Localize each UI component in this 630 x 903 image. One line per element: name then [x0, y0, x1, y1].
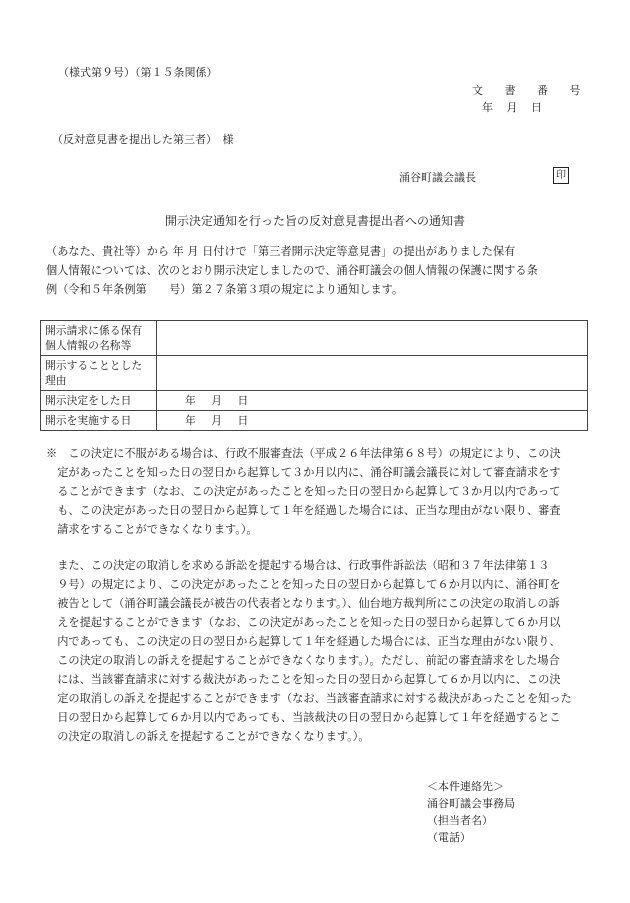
intro-line: （あなた、貴社等）から 年 月 日付けで「第三者開示決定等意見書」の提出がありました保有	[46, 245, 516, 258]
label-line: 個人情報の名称等	[45, 339, 132, 352]
label-line: 開示請求に係る保有	[45, 324, 143, 337]
note-line: 被告として（涌谷町議会議長が被告の代表者となります。）、仙台地方裁判所にこの決定の取消しの訴	[46, 597, 560, 610]
document-title: 開示決定通知を行った旨の反対意見書提出者への通知書	[164, 214, 465, 228]
note-line: 定の取消しの訴えを提起することができます（なお、当該審査請求に対する裁決があったことを知った	[46, 692, 572, 705]
table-row	[41, 356, 588, 391]
document-date: 年 月 日	[482, 101, 542, 114]
note-line: ※ この決定に不服がある場合は、行政不服審査法（平成２６年法律第６８号）の規定により、この決	[46, 447, 561, 460]
contact-person: （担当者名）	[427, 814, 493, 827]
contact-phone: （電話）	[427, 831, 471, 844]
table-value: 年 月 日	[157, 411, 588, 431]
contact-heading: ＜本件連絡先＞	[427, 780, 504, 793]
note-line: ることができます（なお、この決定があったことを知った日の翌日から起算して３か月以内であって	[46, 485, 561, 498]
table-label: 開示を実施する日	[41, 411, 157, 431]
intro-paragraph	[46, 242, 586, 299]
intro-line: 例（令和５年条例第 号）第２７条第３項の規定により通知します。	[46, 283, 404, 296]
note-line: また、この決定の取消しを求める訴訟を提起する場合は、行政事件訴訟法（昭和３７年法律第１３	[46, 559, 550, 572]
document-number-label: 文 書 番 号	[472, 84, 590, 97]
form-number: （様式第９号）（第１５条関係）	[58, 66, 218, 79]
note-line: この決定の取消しの訴えを提起することができなくなります。）。ただし、前記の審査請求をした場合	[46, 654, 560, 667]
decision-table	[40, 320, 588, 431]
seal-stamp: 印	[553, 167, 569, 184]
note-line: ９号）の規定により、この決定があったことを知った日の翌日から起算して６か月以内に、涌谷町を	[46, 578, 561, 591]
table-row	[41, 411, 588, 431]
note-line: 定があったことを知った日の翌日から起算して３か月以内に、涌谷町議会議長に対して審査請求をす	[46, 466, 561, 479]
table-value: 年 月 日	[157, 391, 588, 411]
note-line: 内であっても、この決定の日の翌日から起算して１年を経過した場合には、正当な理由がない限り、	[46, 635, 561, 648]
table-value	[157, 321, 588, 356]
table-row	[41, 391, 588, 411]
note-line: の決定の取消しの訴えを提起することができなくなります。）。	[46, 730, 370, 743]
label-line: 理由	[45, 374, 67, 387]
note-line: 請求をすることができなくなります。）。	[46, 523, 258, 536]
table-label	[41, 321, 157, 356]
contact-office: 涌谷町議会事務局	[427, 797, 515, 810]
appeal-note	[46, 444, 594, 539]
table-value	[157, 356, 588, 391]
recipient: （反対意見書を提出した第三者） 様	[52, 133, 234, 146]
sender-title: 涌谷町議会議長	[399, 171, 476, 184]
note-line: 日の翌日から起算して６か月以内であっても、当該裁決の日の翌日から起算して１年を経過するとこ	[46, 711, 561, 724]
note-line: も、この決定があった日の翌日から起算して１年を経過した場合には、正当な理由がない限り、審査	[46, 504, 561, 517]
contact-block	[427, 778, 515, 846]
table-label: 開示決定をした日	[41, 391, 157, 411]
table-label	[41, 356, 157, 391]
label-line: 開示することとした	[45, 359, 143, 372]
note-line: えを提起することができます（なお、この決定があったことを知った日の翌日から起算して６か月以	[46, 616, 561, 629]
table-row	[41, 321, 588, 356]
lawsuit-note	[46, 556, 594, 746]
intro-line: 個人情報については、次のとおり開示決定しましたので、涌谷町議会の個人情報の保護に関する条	[46, 264, 538, 277]
note-line: には、当該審査請求に対する裁決があったことを知った日の翌日から起算して６か月以内に、この決	[46, 673, 561, 686]
